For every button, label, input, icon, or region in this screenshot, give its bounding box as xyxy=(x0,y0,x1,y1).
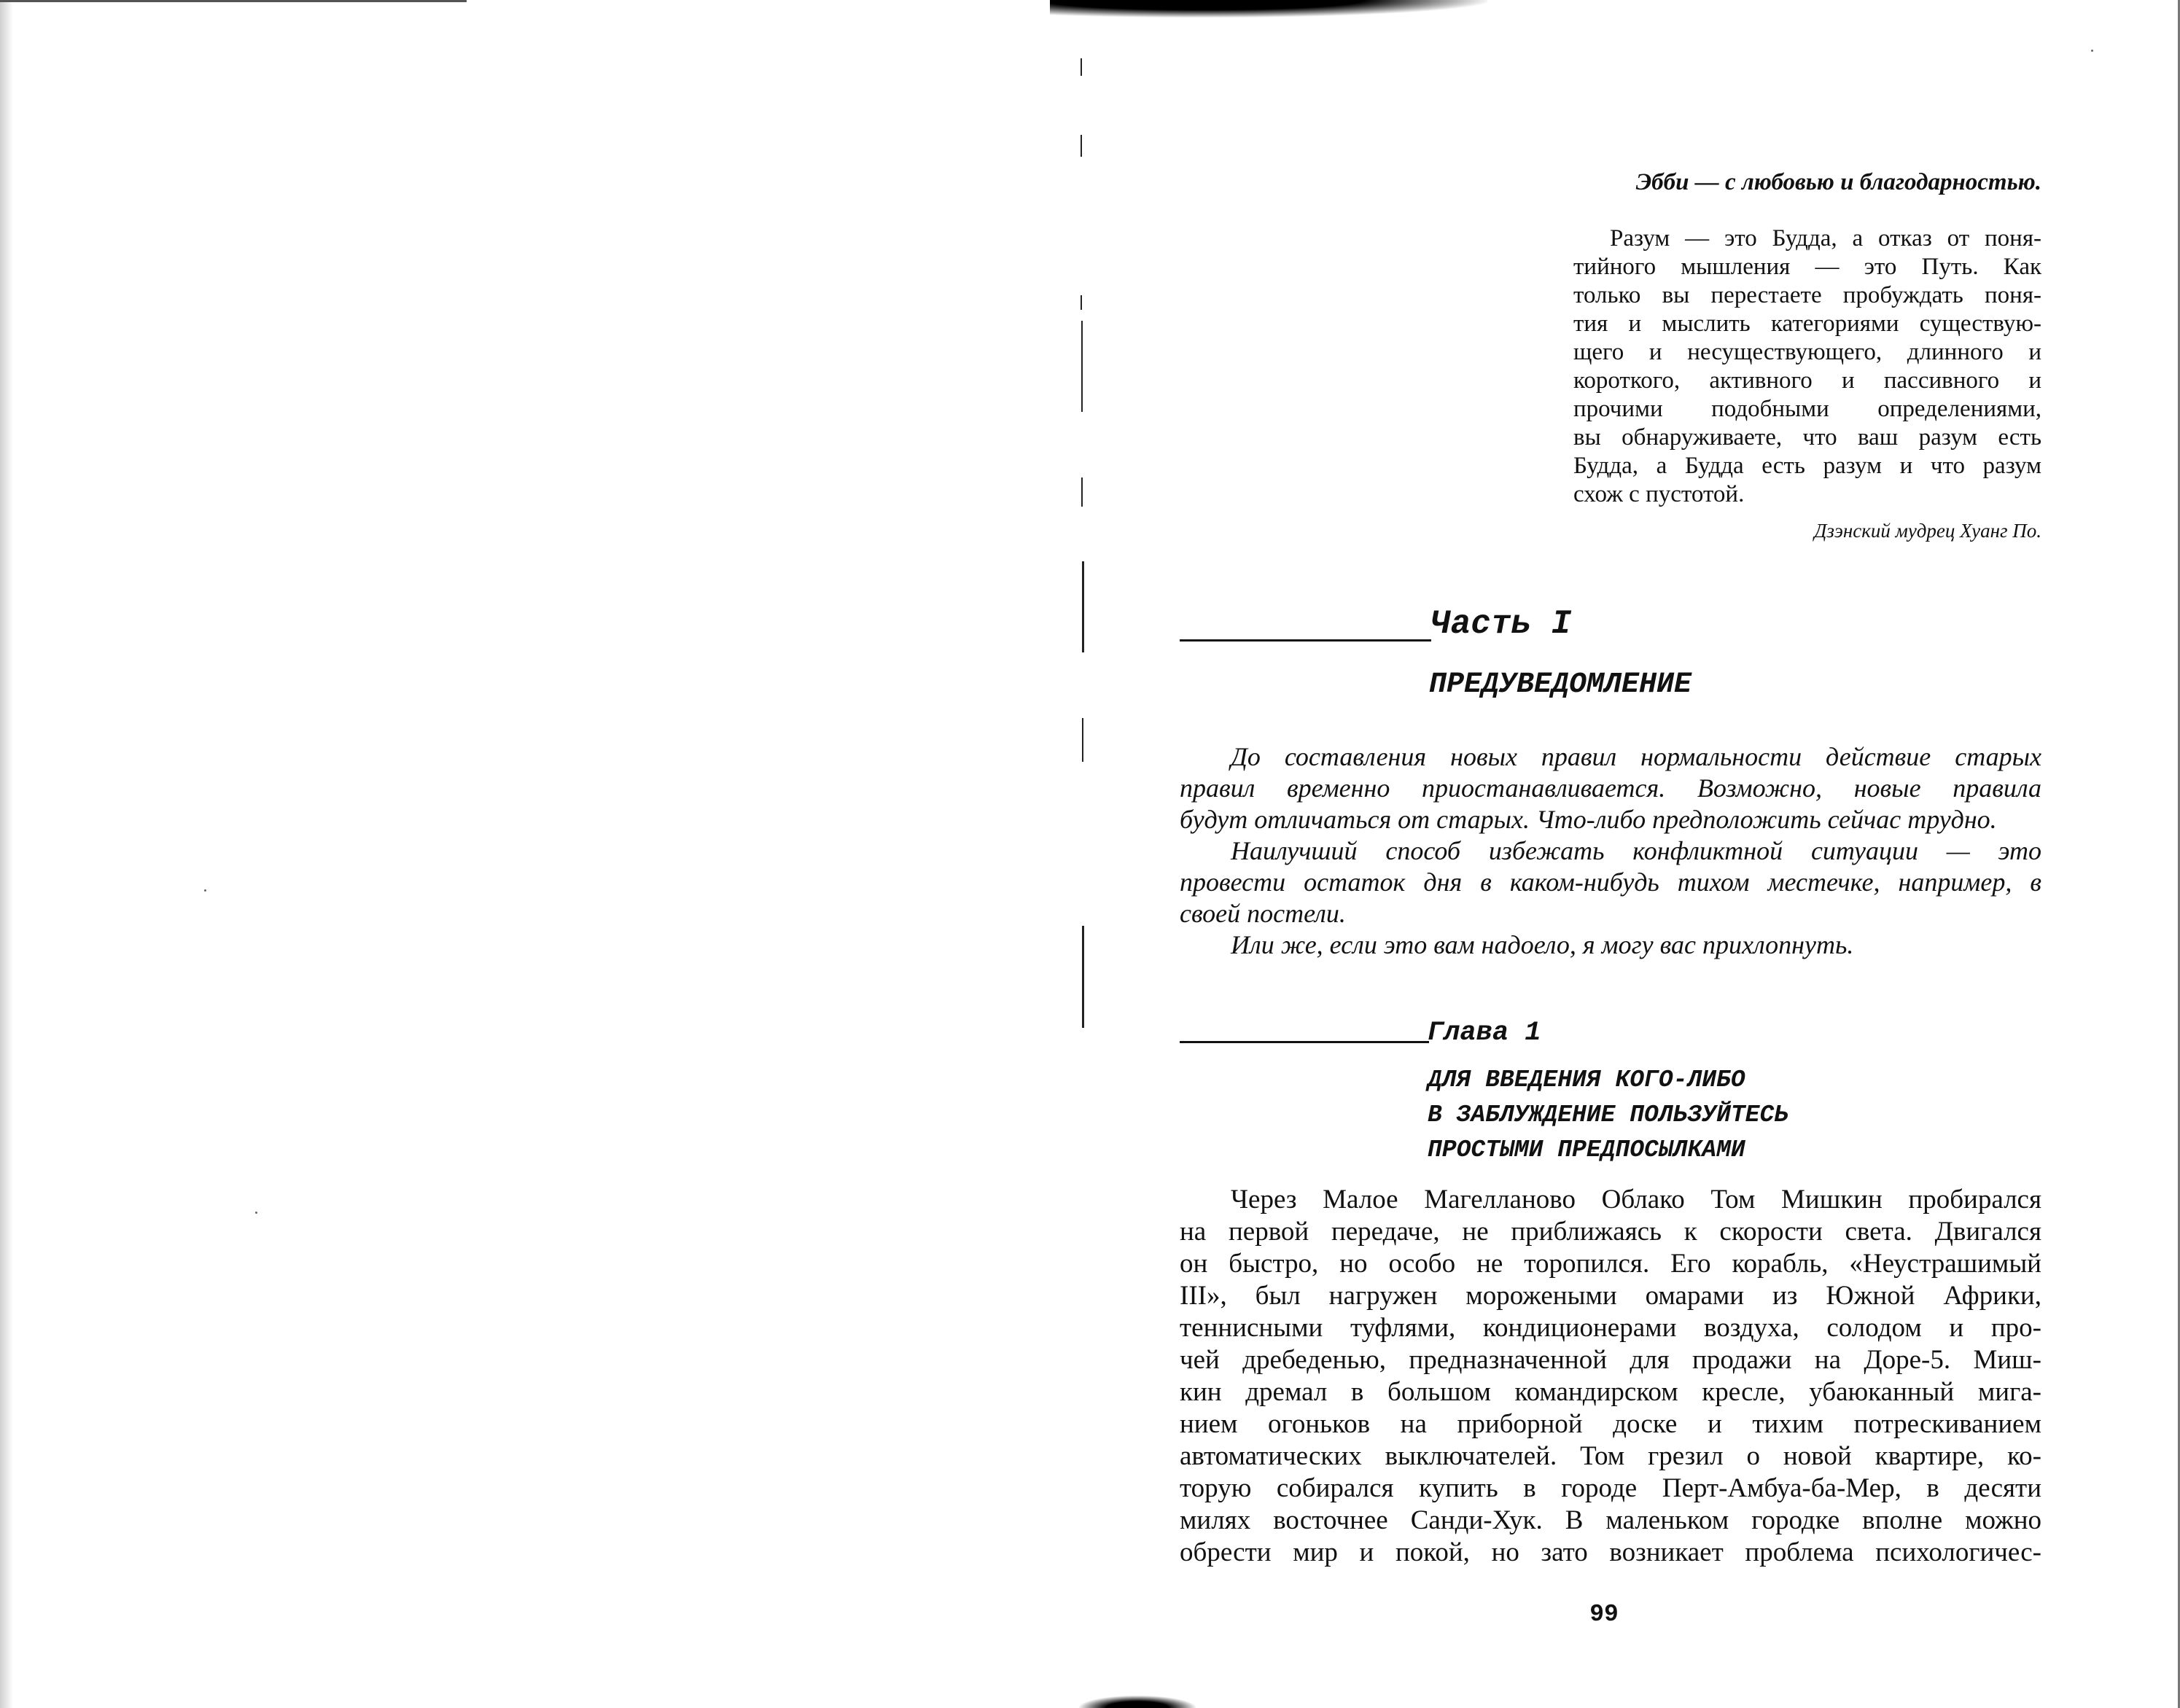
intro-line: правил временно приостанавливается. Возможно, новые правила xyxy=(1180,773,2041,803)
spine-mark xyxy=(1081,321,1083,412)
body-line: милях восточнее Санди-Хук. В маленьком городке вполне можно xyxy=(1180,1505,2041,1535)
intro-line: своей постели. xyxy=(1180,899,1346,928)
spine-mark xyxy=(1081,135,1082,157)
intro-line: провести остаток дня в каком-нибудь тихом местечке, например, в xyxy=(1180,867,2041,897)
epigraph-line: схож с пустотой. xyxy=(1573,481,1745,507)
intro-line: Наилучший способ избежать конфликтной ситуации — это xyxy=(1231,836,2041,865)
intro-line: будут отличаться от старых. Что-либо предположить сейчас трудно. xyxy=(1180,805,1997,834)
body-line: теннисными туфлями, кондиционерами воздуха, солодом и про- xyxy=(1180,1313,2041,1343)
body-line: чей дребеденью, предназначенной для продажи на Доре-5. Миш- xyxy=(1180,1345,2041,1375)
epigraph-line: щего и несуществующего, длинного и xyxy=(1573,339,2041,365)
body-line: нием огоньков на приборной доске и тихим потрескиванием xyxy=(1180,1409,2041,1439)
epigraph-author: Дзэнский мудрец Хуанг По. xyxy=(1814,520,2041,542)
body-line: автоматических выключателей. Том грезил о новой квартире, ко- xyxy=(1180,1441,2041,1471)
chapter-title-line: ПРОСТЫМИ ПРЕДПОСЫЛКАМИ xyxy=(1428,1136,1745,1163)
bottom-scan-shadow xyxy=(1079,1696,1196,1708)
epigraph-line: Разум — это Будда, а отказ от поня- xyxy=(1610,225,2041,251)
part-heading-rule xyxy=(1180,639,1431,642)
body-line: обрести мир и покой, но зато возникает проблема психологичес- xyxy=(1180,1537,2041,1567)
chapter-body xyxy=(1180,1184,2041,1569)
body-line: кин дремал в большом командирском кресле, убаюканный мига- xyxy=(1180,1377,2041,1407)
intro-line: Или же, если это вам надоело, я могу вас прихлопнуть. xyxy=(1231,930,1854,959)
body-line: III», был нагружен морожеными омарами из Южной Африки, xyxy=(1180,1281,2041,1311)
chapter-label: Глава 1 xyxy=(1428,1018,1541,1048)
spine-mark xyxy=(1081,477,1083,507)
epigraph-line: только вы перестаете пробуждать поня- xyxy=(1573,282,2041,308)
intro-line: До составления новых правил нормальности действие старых xyxy=(1231,742,2041,771)
chapter-heading-rule xyxy=(1180,1041,1429,1043)
epigraph-line: короткого, активного и пассивного и xyxy=(1573,367,2041,394)
spine-mark xyxy=(1081,295,1082,310)
spine-mark xyxy=(1082,718,1083,762)
epigraph-line: вы обнаруживаете, что ваш разум есть xyxy=(1573,424,2041,451)
body-line: он быстро, но особо не торопился. Его корабль, «Неустрашимый xyxy=(1180,1249,2041,1279)
epigraph xyxy=(1573,225,2041,509)
dedication: Эбби — с любовью и благодарностью. xyxy=(1635,169,2041,195)
scan-speck xyxy=(2091,50,2093,52)
chapter-title-line: В ЗАБЛУЖДЕНИЕ ПОЛЬЗУЙТЕСЬ xyxy=(1428,1101,1789,1128)
part-title: ПРЕДУВЕДОМЛЕНИЕ xyxy=(1429,668,1692,701)
page-number: 99 xyxy=(1589,1601,1619,1628)
body-line: на первой передаче, не приближаясь к скорости света. Двигался xyxy=(1180,1217,2041,1247)
epigraph-line: прочими подобными определениями, xyxy=(1573,396,2041,422)
left-page-edge-shadow xyxy=(0,0,13,1708)
left-page-top-edge xyxy=(0,0,467,2)
scan-speck xyxy=(204,889,206,892)
part-intro xyxy=(1180,741,2041,961)
spine-mark xyxy=(1081,58,1082,76)
spine-mark xyxy=(1082,561,1084,652)
epigraph-line: Будда, а Будда есть разум и что разум xyxy=(1573,453,2041,479)
chapter-title xyxy=(1428,1063,1788,1168)
top-scan-shadow xyxy=(1050,0,1487,17)
chapter-title-line: ДЛЯ ВВЕДЕНИЯ КОГО-ЛИБО xyxy=(1428,1066,1745,1093)
spine-mark xyxy=(1082,926,1084,1028)
body-line: Через Малое Магелланово Облако Том Мишкин пробирался xyxy=(1231,1185,2041,1214)
part-label: Часть I xyxy=(1430,605,1572,643)
epigraph-line: тийного мышления — это Путь. Как xyxy=(1573,254,2041,280)
body-line: торую собирался купить в городе Перт-Амбуа-ба-Мер, в десяти xyxy=(1180,1473,2041,1503)
scan-speck xyxy=(255,1212,257,1214)
epigraph-line: тия и мыслить категориями существую- xyxy=(1573,311,2041,337)
